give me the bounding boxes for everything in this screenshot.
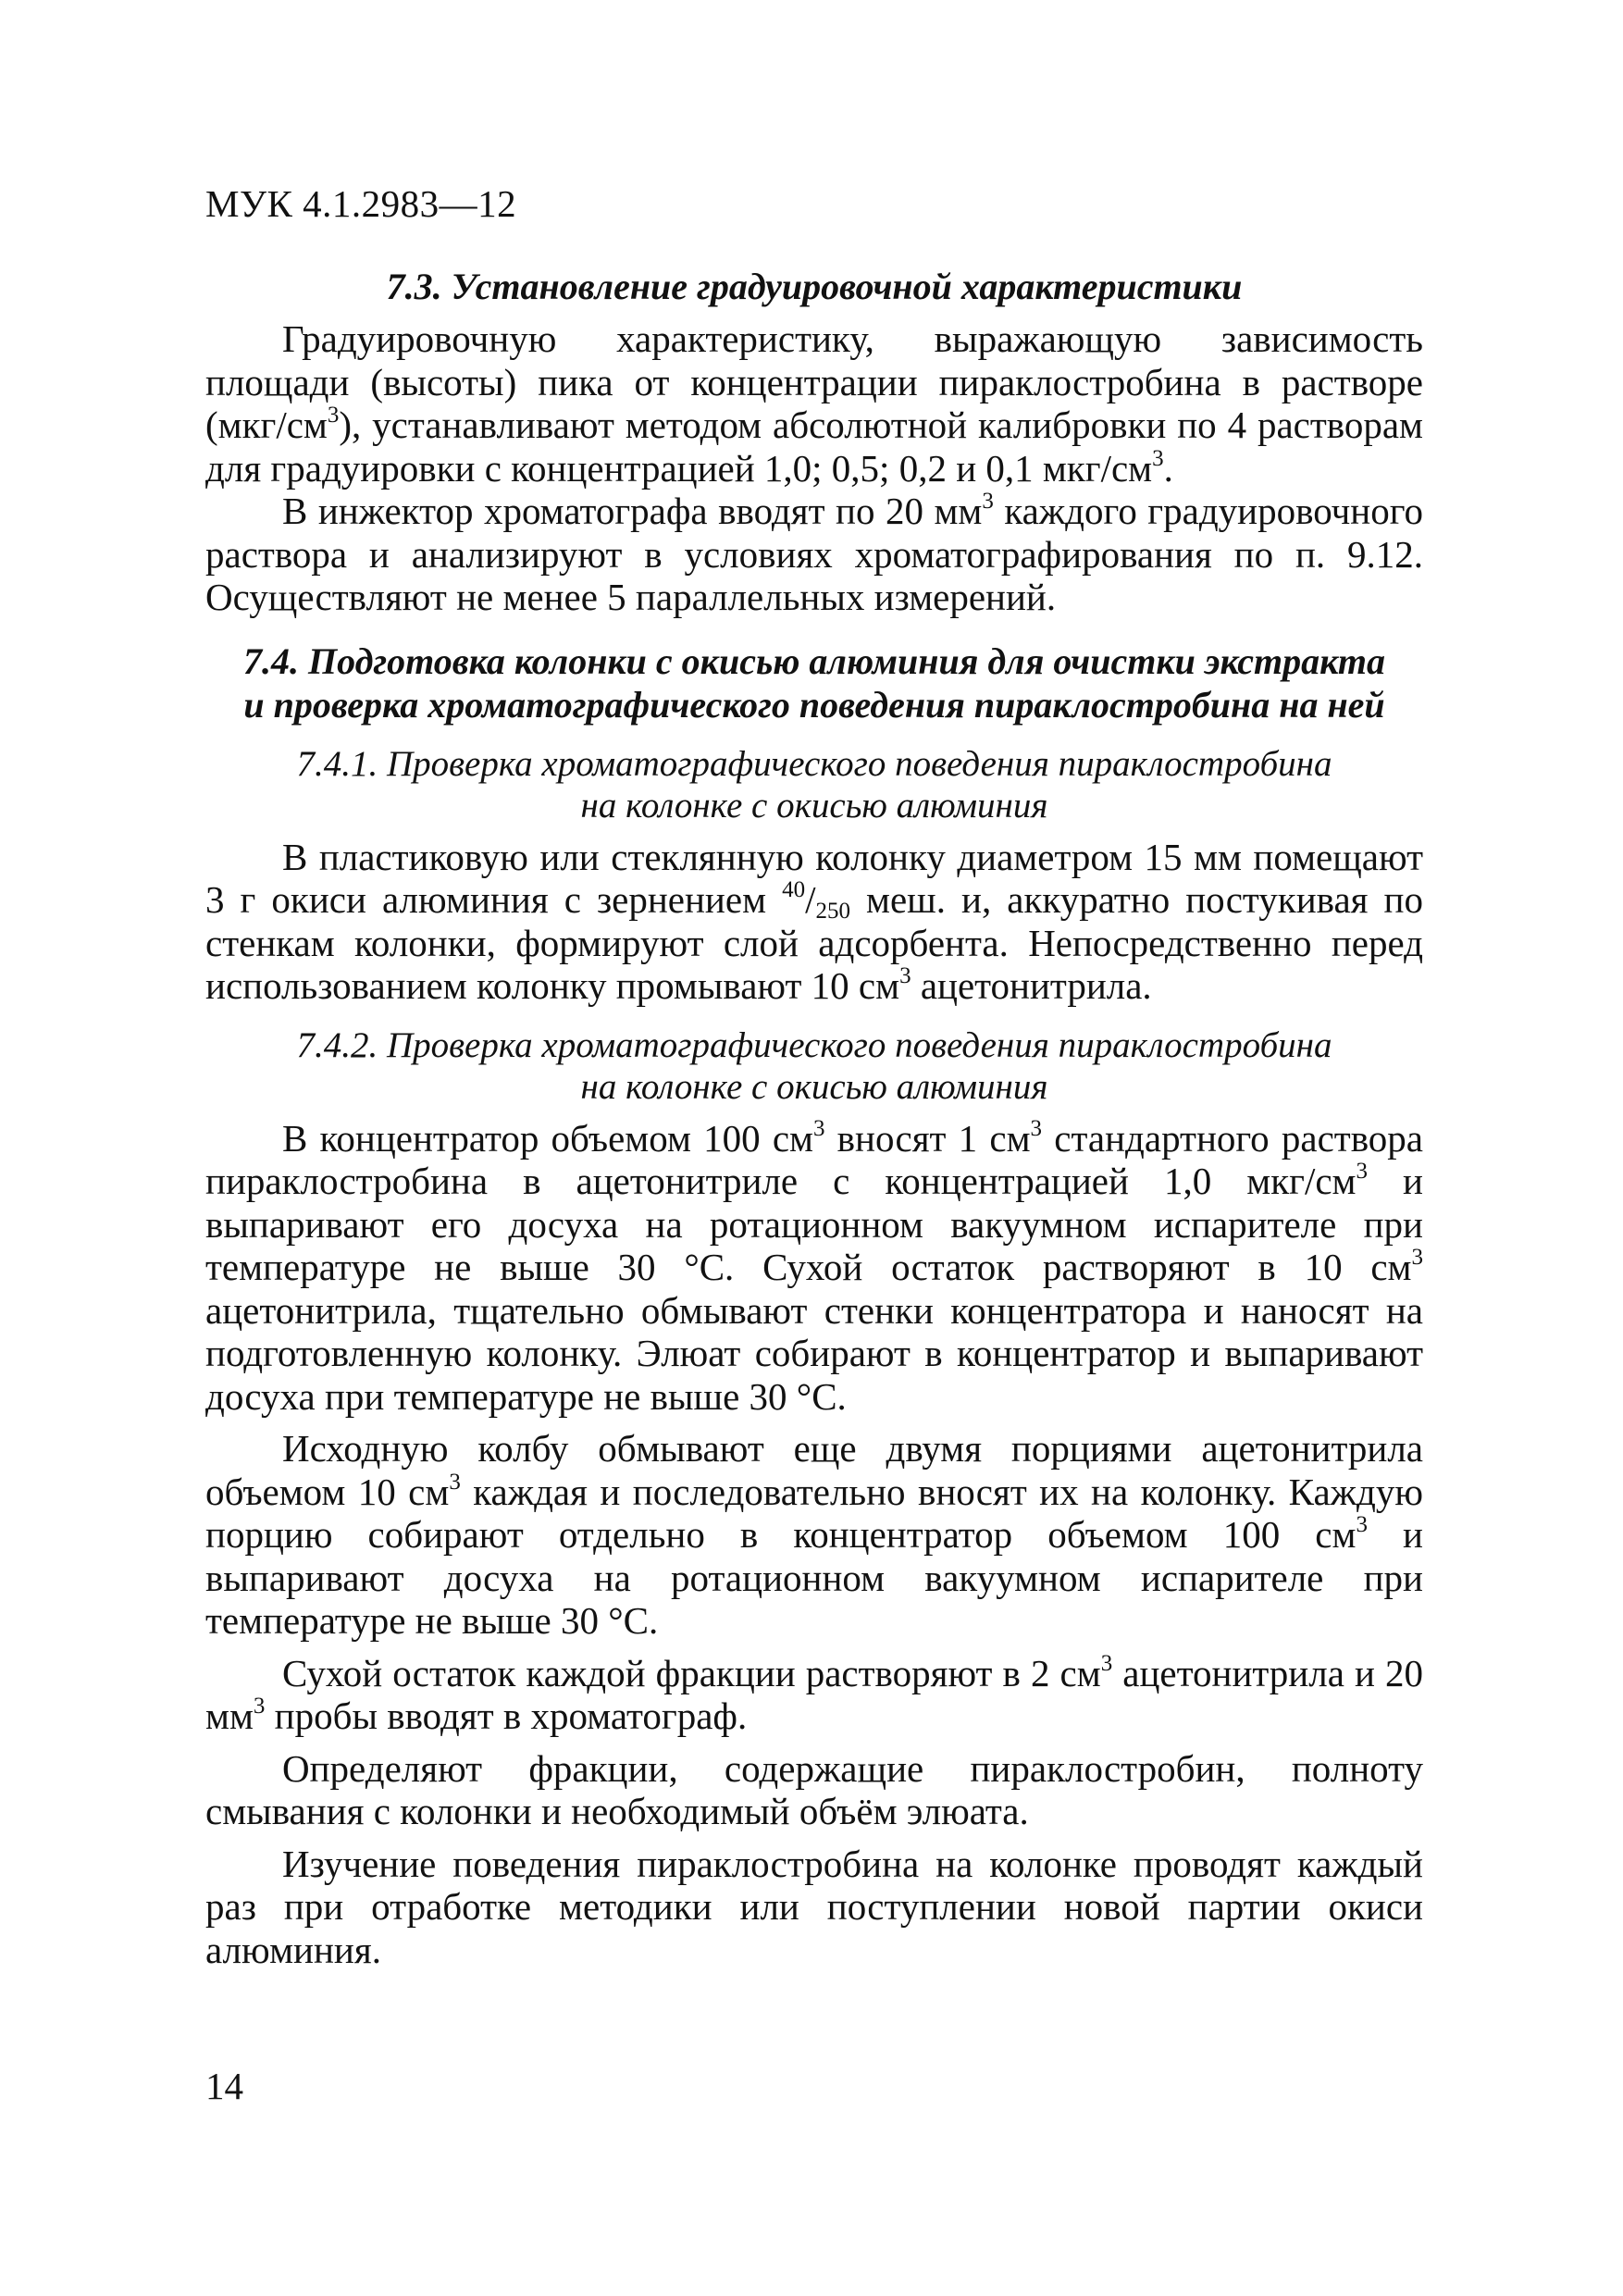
paragraph-7-3-2: В инжектор хроматографа вводят по 20 $мм^3$ каждого градуировочного раствора и анализируют в условиях хроматографирования по п. 9.12. Осуществляют не менее 5 параллельных измерений. xyxy=(205,489,1424,618)
paragraph-7-4-1-1: В пластиковую или стеклянную колонку диаметром 15 мм помещают 3 г окиси алюминия с зернением $^{40}/_{250}$ меш. и, аккуратно постукивая по стенкам колонки, формируют слой адсорбента. Непосредственно перед использованием колонку промывают 10 $см^3$ ацетонитрила. xyxy=(205,835,1423,1007)
subsection-heading-7-4-1: 7.4.1. Проверка хроматографического поведения пираклостробина на колонке с окисью алюминия xyxy=(296,743,1332,825)
fraction-numerator: 40 xyxy=(782,877,806,902)
superscript: 3 xyxy=(1356,1512,1368,1537)
superscript: 3 xyxy=(1100,1650,1113,1676)
running-title: МУК 4.1.2983—12 xyxy=(205,182,517,225)
superscript: 3 xyxy=(982,489,994,514)
paragraph-7-4-2-3: Сухой остаток каждой фракции растворяют в 2 $см^3$ ацетонитрила и 20 $мм^3$ пробы вводят в хроматограф. xyxy=(205,1650,1424,1737)
section-heading-7-4: 7.4. Подготовка колонки с окисью алюминия для очистки экстракта и проверка хроматографического поведения пираклостробина на ней xyxy=(242,639,1385,726)
subsection-heading-7-4-2: 7.4.2. Проверка хроматографического поведения пираклостробина на колонке с окисью алюминия xyxy=(296,1024,1332,1107)
superscript: 3 xyxy=(1152,445,1164,471)
section-heading-7-3: 7.3. Установление градуировочной характеристики xyxy=(386,266,1243,307)
superscript: 3 xyxy=(1411,1245,1423,1270)
paragraph-7-4-2-5: Изучение поведения пираклостробина на колонке проводят каждый раз при отработке методики или поступлении новой партии окиси алюминия. xyxy=(205,1842,1423,1971)
page-body xyxy=(205,265,1423,1971)
superscript: 3 xyxy=(812,1115,825,1141)
paragraph-7-3-1: Градуировочную характеристику, выражающую зависимость площади (высоты) пика от концентрации пираклостробина в растворе $(мкг/см^3)$, устанавливают методом абсолютной калибровки по 4 растворам для градуировки с концентрацией 1,0; 0,5; 0,2 и 0,1 мкг/$см^3$. xyxy=(205,317,1423,490)
fraction-denominator: 250 xyxy=(815,899,850,924)
paragraph-7-4-2-2: Исходную колбу обмывают еще двумя порциями ацетонитрила объемом 10 $см^3$ каждая и последовательно вносят их на колонку. Каждую порцию собирают отдельно в концентратор объемом 100 $см^3$ и выпаривают досуха на ротационном вакуумном испарителе при температуре не выше 30 °С. xyxy=(205,1427,1423,1642)
paragraph-7-4-2-4: Определяют фракции, содержащие пираклостробин, полноту смывания с колонки и необходимый объём элюата. xyxy=(205,1746,1423,1832)
fraction-slash: / xyxy=(805,878,816,921)
superscript: 3 xyxy=(327,403,340,428)
superscript: 3 xyxy=(899,963,911,988)
paragraph-7-4-2-1: В концентратор объемом 100 $см^3$ вносят 1 $см^3$ стандартного раствора пираклостробина в ацетонитриле с концентрацией 1,0 мкг/$см^3$ и выпаривают его досуха на ротационном вакуумном испарителе при температуре не выше 30 °С. Сухой остаток растворяют в 10 $см^3$ ацетонитрила, тщательно обмывают стенки концентратора и наносят на подготовленную колонку. Элюат собирают в концентратор и выпаривают досуха при температуре не выше 30 °С. xyxy=(205,1115,1423,1418)
page-number: 14 xyxy=(205,2065,243,2107)
superscript: 3 xyxy=(253,1694,266,1719)
superscript: 3 xyxy=(1030,1115,1043,1141)
superscript: 3 xyxy=(1356,1159,1368,1184)
superscript: 3 xyxy=(449,1469,461,1495)
